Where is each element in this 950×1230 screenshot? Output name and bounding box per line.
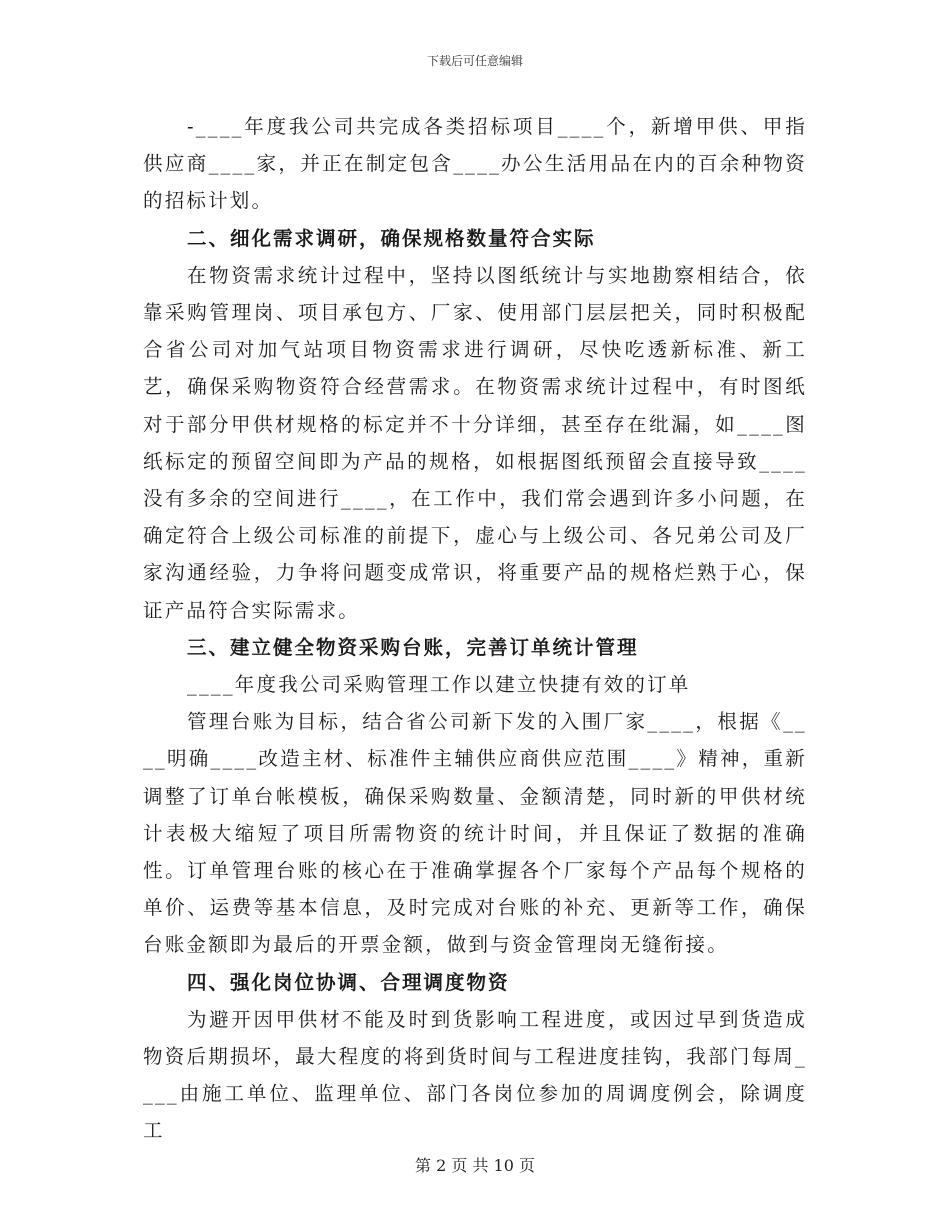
section-heading-3: 三、建立健全物资采购台账，完善订单统计管理 — [187, 635, 639, 659]
paragraph-ledger-intro: ____年度我公司采购管理工作以建立快捷有效的订单 — [187, 673, 691, 697]
paragraph-tender-summary: -____年度我公司共完成各类招标项目____个，新增甲供、甲指供应商____家，并正在制定包含____办公生活用品在内的百余种物资的招标计划。 — [143, 115, 807, 213]
paragraph-coordination: 为避开因甲供材不能及时到货影响工程进度，或因过早到货造成物资后期损坏，最大程度的将到货时间与工程进度挂钩，我部门每周____由施工单位、监理单位、部门各岗位参加的周调度例会，除调度工 — [143, 1007, 807, 1143]
paragraph-demand-research: 在物资需求统计过程中，坚持以图纸统计与实地勘察相结合，依靠采购管理岗、项目承包方、厂家、使用部门层层把关，同时积极配合省公司对加气站项目物资需求进行调研，尽快吃透新标准、新工艺，确保采购物资符合经营需求。在物资需求统计过程中，有时图纸对于部分甲供材规格的标定并不十分详细，甚至存在纰漏，如____图纸标定的预留空间即为产品的规格，如根据图纸预留会直接导致____没有多余的空间进行____，在工作中，我们常会遇到许多小问题，在确定符合上级公司标准的前提下，虚心与上级公司、各兄弟公司及厂家沟通经验，力争将问题变成常识，将重要产品的规格烂熟于心，保证产品符合实际需求。 — [143, 263, 807, 622]
document-body — [143, 108, 807, 1150]
section-heading-4: 四、强化岗位协调、合理调度物资 — [187, 970, 510, 994]
page-number: 第 2 页 共 10 页 — [415, 1156, 535, 1175]
page-header-note: 下载后可任意编辑 — [426, 54, 523, 68]
paragraph-ledger-management: 管理台账为目标，结合省公司新下发的入围厂家____，根据《____明确____改造主材、标准件主辅供应商供应范围____》精神，重新调整了订单台帐模板，确保采购数量、金额清楚，同时新的甲供材统计表极大缩短了项目所需物资的统计时间，并且保证了数据的准确性。订单管理台账的核心在于准确掌握各个厂家每个产品每个规格的单价、运费等基本信息，及时完成对台账的补充、更新等工作，确保台账金额即为最后的开票金额，做到与资金管理岗无缝衔接。 — [143, 710, 807, 957]
section-heading-2: 二、细化需求调研，确保规格数量符合实际 — [187, 226, 596, 250]
